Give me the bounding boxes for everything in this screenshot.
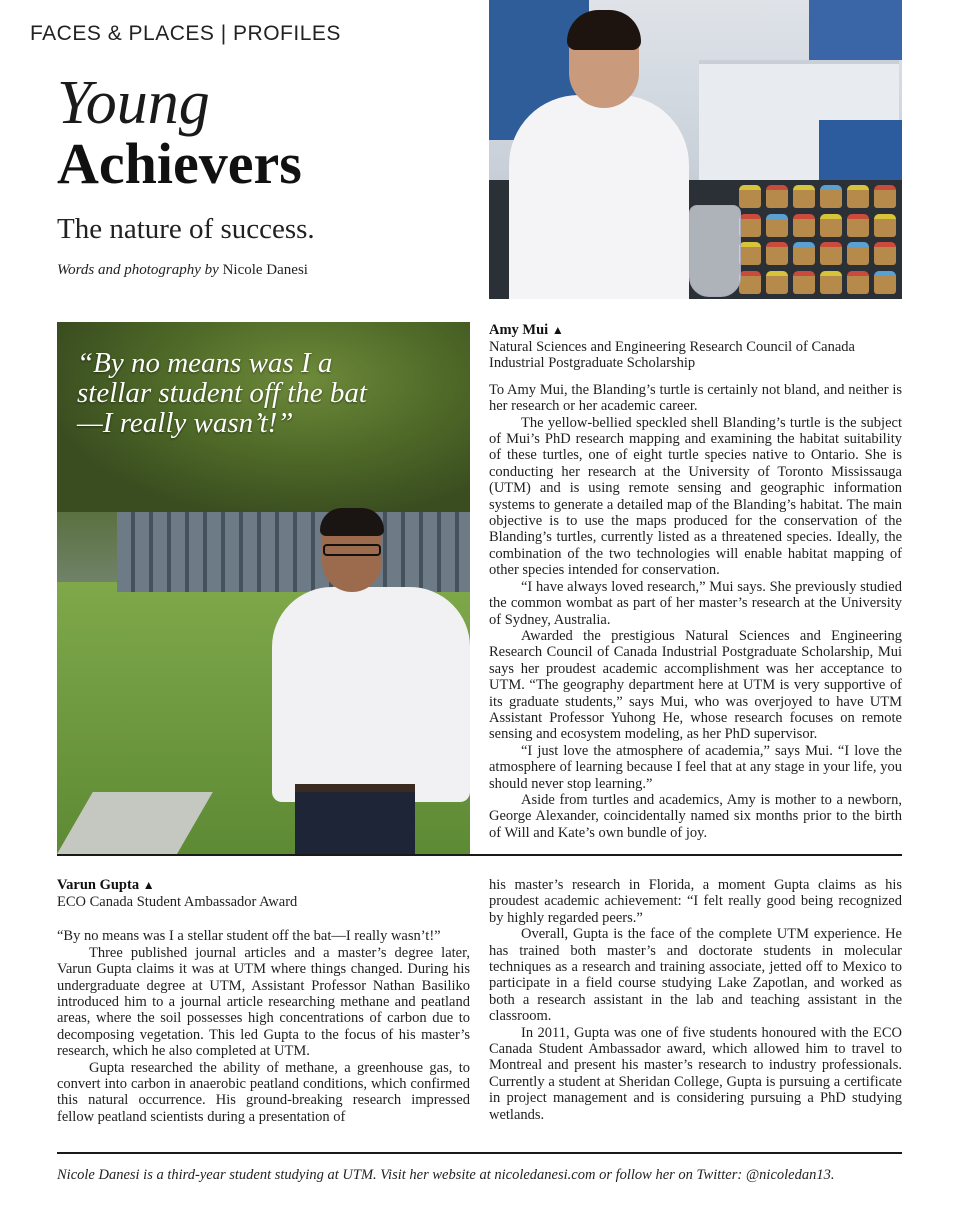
profile-name-text: Amy Mui: [489, 322, 549, 338]
person-lab-coat: [509, 95, 689, 299]
paragraph: “I just love the atmosphere of academia,” says Mui. “I love the atmosphere of learning because I feel that at any stage in your life, you should never stop learning.”: [489, 742, 902, 792]
author-footer: Nicole Danesi is a third-year student studying at UTM. Visit her website at nicoledanesi.com or follow her on Twitter: @nicoledan13.: [57, 1167, 835, 1183]
profile-name-text: Varun Gupta: [57, 877, 140, 893]
paragraph: In 2011, Gupta was one of five students honoured with the ECO Canada Student Ambassador award, which allowed him to travel to Montreal and present his master’s research to industry professionals. Currently a student at Sheridan College, Gupta is pursuing a certificate in project management and is considering pursuing a PhD studying wetlands.: [489, 1024, 902, 1123]
section-divider: [57, 854, 902, 856]
profile-varun-gupta: [57, 877, 470, 1125]
triangle-up-icon: ▲: [142, 878, 155, 892]
paragraph: To Amy Mui, the Blanding’s turtle is certainly not bland, and neither is her research or her academic career.: [489, 381, 902, 415]
section-label: FACES & PLACES | PROFILES: [30, 22, 341, 45]
photo-amy-mui-lab: [489, 0, 902, 299]
person-hair: [567, 10, 641, 50]
profile-body-col2: [489, 877, 902, 1123]
profile-name: [489, 322, 902, 339]
profile-body-col1: [57, 928, 470, 1125]
triangle-up-icon: ▲: [551, 323, 564, 337]
man-glasses: [323, 544, 381, 556]
byline-author: Nicole Danesi: [222, 262, 308, 278]
paragraph: Aside from turtles and academics, Amy is mother to a newborn, George Alexander, coincidentally named six months prior to the birth of Will and Kate’s own bundle of joy.: [489, 791, 902, 841]
profile-award: ECO Canada Student Ambassador Award: [57, 894, 298, 910]
profile-amy-mui: [489, 322, 902, 841]
paragraph: “By no means was I a stellar student off the bat—I really wasn’t!”: [57, 928, 441, 945]
man-jeans: [295, 792, 415, 854]
paragraph: The yellow-bellied speckled shell Blanding’s turtle is the subject of Mui’s PhD research mapping and examining the habitat suitability of these turtles, one of eight turtle species native to Ontario. She is conducting her research at the University of Toronto Mississauga (UTM) and is using remote sensing and geographic information systems to generate a detailed map of the Blanding’s habitat. The main objective is to use the maps produced for the conservation of the Blanding’s turtles, currently listed as a threatened species. Ideally, the combination of the two technologies will enable habitat mapping of other species intended for conservation.: [489, 414, 902, 579]
byline: [57, 262, 308, 279]
paragraph: Three published journal articles and a master’s degree later, Varun Gupta claims it was at UTM where things changed. During his undergraduate degree at UTM, Assistant Professor Nathan Basiliko introduced him to a journal article researching methane and peatland areas, where the soil possesses high concentrations of carbon due to decomposing vegetation. This led Gupta to the focus of his master’s research, which he also completed at UTM.: [57, 944, 470, 1060]
pull-quote: “By no means was I a stellar student off the bat—I really wasn’t!”: [77, 347, 367, 439]
footer-divider: [57, 1152, 902, 1154]
subtitle: The nature of success.: [57, 213, 315, 245]
paragraph: Gupta researched the ability of methane, a greenhouse gas, to convert into carbon in anaerobic peatland conditions, which confirmed this natural occurrence. His ground-breaking research impressed fellow peatland scientists during a presentation of: [57, 1059, 470, 1125]
man-shirt: [272, 587, 470, 802]
man-hair: [320, 508, 384, 536]
byline-prefix: Words and photography by: [57, 262, 219, 278]
lab-cabinet: [809, 0, 902, 60]
title-line-2: Achievers: [57, 131, 302, 196]
paragraph: “I have always loved research,” Mui says. She previously studied the common wombat as part of her master’s research at the University of Sydney, Australia.: [489, 578, 902, 628]
paragraph: his master’s research in Florida, a moment Gupta claims as his proudest academic achievement: “I felt really good being recognized by highly regarded peers.”: [489, 877, 902, 926]
profile-name: [57, 877, 470, 894]
photo-varun-gupta-park: [57, 322, 470, 854]
paragraph: Awarded the prestigious Natural Sciences and Engineering Research Council of Canada Industrial Postgraduate Scholarship, Mui says her proudest academic accomplishment was her acceptance to UTM. “The geography department here at UTM is very supportive of its graduate students,” says Mui, who was overjoyed to have UTM Assistant Professor Yuhong He, whose research focuses on remote sensing and ecosystem modeling, as her PhD supervisor.: [489, 627, 902, 743]
profile-award: Natural Sciences and Engineering Research Council of Canada Industrial Postgraduate Scholarship: [489, 339, 855, 372]
sample-jars: [739, 185, 899, 295]
glass-flask: [689, 205, 741, 297]
title-line-1: Young: [57, 69, 210, 137]
profile-body: [489, 382, 902, 841]
paragraph: Overall, Gupta is the face of the complete UTM experience. He has trained both master’s and doctorate students in molecular techniques as a research and training associate, jetted off to Mexico to participate in a field course studying Lake Zapotlan, and worked as both a research assistant in the lab and teaching assistant in the classroom.: [489, 926, 902, 1025]
